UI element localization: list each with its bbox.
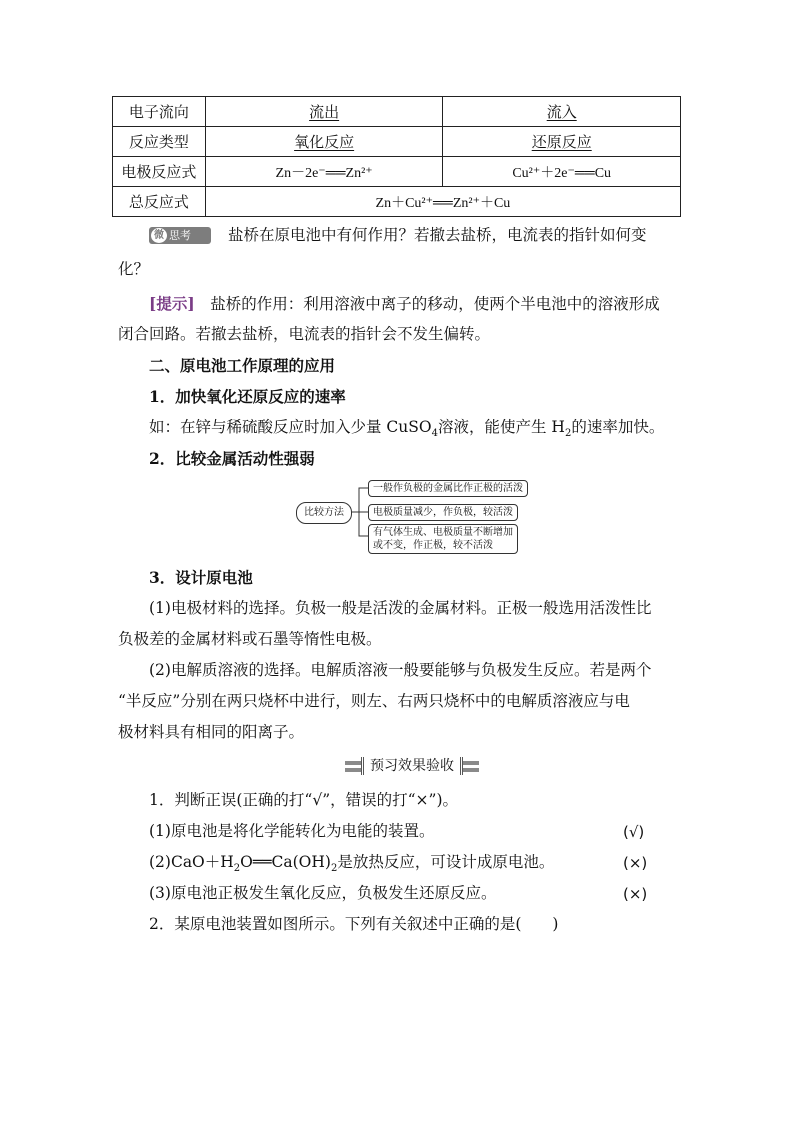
item1-text (149, 420, 664, 439)
paragraph2-line1: (2)电解质溶液的选择。电解质溶液一般要能够与负极发生反应。若是两个 (149, 661, 652, 679)
paragraph2-line3: 极材料具有相同的阳离子。 (118, 723, 305, 741)
think-question-line1: 盐桥在原电池中有何作用？若撤去盐桥，电流表的指针如何变 (228, 226, 647, 244)
negative-electrode-equation: Zn－2e⁻══Zn²⁺ (205, 157, 443, 187)
row-label: 反应类型 (113, 127, 206, 157)
question2-prompt: 2．某原电池装置如图所示。下列有关叙述中正确的是( ) (149, 915, 559, 933)
paragraph1-line1: (1)电极材料的选择。负极一般是活泼的金属材料。正极一般选用活泼性比 (149, 599, 652, 617)
statement-3: (3)原电池正极发生氧化反应，负极发生还原反应。 (149, 884, 497, 902)
preview-check-banner (345, 757, 479, 775)
diagram-branch-3-line1: 有气体生成、电极质量不断增加 (373, 527, 513, 538)
banner-title: 预习效果验收 (361, 757, 463, 775)
tip-paragraph-line2: 闭合回路。若撤去盐桥，电流表的指针会不发生偏转。 (118, 325, 491, 343)
comparison-method-diagram (296, 478, 532, 556)
paragraph2-line2: “半反应”分别在两只烧杯中进行，则左、右两只烧杯中的电解质溶液应与电 (118, 692, 630, 710)
statement-2-a: (2)CaO＋H (149, 853, 234, 871)
negative-cell: 氧化反应 (294, 133, 355, 151)
item1-sub-b: 2 (564, 428, 572, 440)
think-badge-icon: 微 (151, 228, 167, 243)
item1-sub-a: 4 (431, 428, 438, 440)
diagram-branch-1: 一般作负极的金属比作正极的活泼 (368, 480, 528, 497)
item1-text-c: 的速率加快。 (571, 418, 665, 436)
statement-2-sub2: 2 (330, 863, 338, 875)
statement-2-c: 是放热反应，可设计成原电池。 (337, 853, 555, 871)
section-title: 二、原电池工作原理的应用 (149, 356, 336, 375)
statement-2-b: O══Ca(OH) (240, 853, 331, 871)
question1-prompt: 1．判断正误(正确的打“√”，错误的打“×”)。 (149, 791, 459, 809)
statement-1: (1)原电池是将化学能转化为电能的装置。 (149, 822, 435, 840)
electrode-comparison-table (112, 96, 681, 217)
table-row (113, 127, 681, 157)
tip-text: 盐桥的作用：利用溶液中离子的移动，使两个半电池中的溶液形成 (210, 295, 660, 313)
diagram-branch-3 (368, 524, 518, 554)
positive-cell: 还原反应 (531, 133, 592, 151)
think-badge-label: 思考 (169, 229, 191, 242)
think-question-line2: 化？ (118, 260, 150, 278)
tip-paragraph-line1 (149, 296, 660, 313)
statement-2-sub1: 2 (233, 863, 241, 875)
table-row (113, 157, 681, 187)
item1-title: 1．加快氧化还原反应的速率 (149, 387, 346, 406)
table-row (113, 97, 681, 127)
total-equation: Zn＋Cu²⁺══Zn²⁺＋Cu (205, 187, 680, 217)
answer-mark-3: (×) (623, 885, 648, 903)
diagram-branch-2: 电极质量减少，作负极，较活泼 (368, 504, 518, 521)
item3-title: 3．设计原电池 (149, 568, 253, 587)
paragraph1-line2: 负极差的金属材料或石墨等惰性电极。 (118, 630, 382, 648)
diagram-root: 比较方法 (296, 502, 352, 524)
answer-mark-1: (√) (623, 823, 645, 841)
row-label: 电子流向 (113, 97, 206, 127)
item2-title: 2．比较金属活动性强弱 (149, 449, 315, 468)
positive-cell: 流入 (546, 103, 577, 121)
negative-cell: 流出 (309, 103, 340, 121)
row-label: 总反应式 (113, 187, 206, 217)
think-badge (149, 227, 211, 244)
item1-text-a: 如：在锌与稀硫酸反应时加入少量 CuSO (149, 418, 432, 436)
row-label: 电极反应式 (113, 157, 206, 187)
positive-electrode-equation: Cu²⁺＋2e⁻══Cu (443, 157, 681, 187)
diagram-branch-3-line2: 或不变，作正极，较不活泼 (373, 540, 493, 551)
item1-text-b: 溶液，能使产生 H (437, 418, 565, 436)
statement-2 (149, 855, 554, 874)
table-row (113, 187, 681, 217)
tip-label: [提示] (149, 294, 195, 313)
answer-mark-2: (×) (623, 854, 648, 872)
